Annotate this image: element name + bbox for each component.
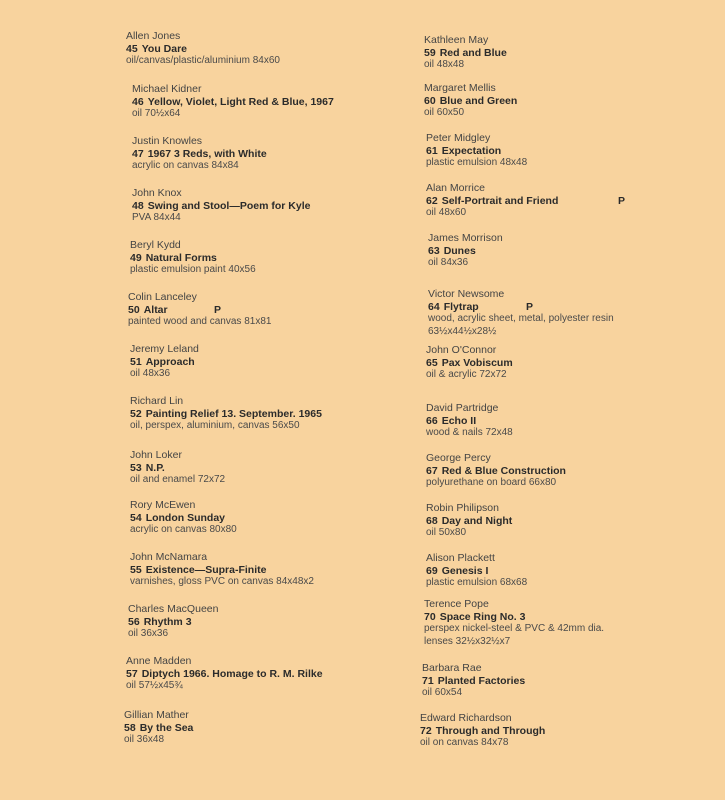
medium-dimensions: oil 60x50: [424, 107, 465, 118]
artist-name: Alison Plackett: [426, 552, 495, 564]
catalogue-number: 65: [426, 356, 438, 369]
work-title-line: [130, 512, 410, 525]
catalogue-entry: [426, 344, 716, 382]
work-title-line: [424, 47, 714, 60]
work-title-line: [130, 462, 410, 475]
work-title-line: [132, 200, 412, 213]
catalogue-number: 48: [132, 199, 144, 212]
catalogue-entry: [422, 662, 712, 700]
artist-name: Anne Madden: [126, 655, 192, 667]
medium-dimensions: polyurethane on board 66x80: [426, 477, 557, 488]
marker-p: P: [526, 300, 534, 313]
catalogue-number: 52: [130, 407, 142, 420]
medium-dimensions: oil 48x36: [130, 368, 171, 379]
catalogue-entry: [130, 343, 410, 381]
artist-name: Rory McEwen: [130, 499, 196, 511]
marker-p: P: [618, 194, 626, 207]
work-title: Dunes: [443, 244, 476, 257]
catalogue-number: 50: [128, 303, 140, 316]
catalogue-number: 69: [426, 564, 438, 577]
catalogue-number: 55: [130, 563, 142, 576]
catalogue-entry: [130, 551, 410, 589]
work-title-line: [426, 145, 716, 158]
artist-name: David Partridge: [426, 402, 499, 414]
medium-dimensions: oil, perspex, aluminium, canvas 56x50: [130, 420, 300, 431]
work-title-line: [426, 415, 716, 428]
work-title: Echo II: [441, 414, 477, 427]
medium-dimensions: oil 60x54: [422, 687, 463, 698]
medium-dimensions: oil 84x36: [428, 257, 469, 268]
catalogue-entry: [130, 239, 410, 277]
catalogue-entry: [424, 34, 714, 72]
artist-name: Robin Philipson: [426, 502, 499, 514]
work-title-line: [426, 195, 716, 208]
work-title-line: [424, 611, 714, 624]
work-title: Rhythm 3: [143, 615, 192, 628]
catalogue-entry: [426, 132, 716, 170]
work-title: Pax Vobiscum: [441, 356, 513, 369]
medium-dimensions: oil & acrylic 72x72: [426, 369, 507, 380]
work-title: Space Ring No. 3: [439, 610, 526, 623]
catalogue-number: 45: [126, 42, 138, 55]
work-title: Planted Factories: [437, 674, 526, 687]
medium-dimensions: acrylic on canvas 84x84: [132, 160, 239, 171]
catalogue-number: 62: [426, 194, 438, 207]
work-title-line: [130, 408, 410, 421]
catalogue-number: 64: [428, 300, 440, 313]
work-title: By the Sea: [139, 721, 194, 734]
artist-name: Edward Richardson: [420, 712, 512, 724]
artist-name: James Morrison: [428, 232, 503, 244]
catalogue-entry: [130, 449, 410, 487]
catalogue-entry: [128, 291, 408, 329]
catalogue-entry: [426, 182, 716, 220]
catalogue-entry: [428, 288, 718, 338]
medium-dimensions: PVA 84x44: [132, 212, 181, 223]
work-title: Approach: [145, 355, 195, 368]
artist-name: Victor Newsome: [428, 288, 505, 300]
catalogue-entry: [128, 603, 408, 641]
artist-name: Kathleen May: [424, 34, 489, 46]
catalogue-entry: [420, 712, 710, 750]
medium-dimensions-continued: lenses 32½x32½x7: [424, 635, 511, 647]
artist-name: Alan Morrice: [426, 182, 485, 194]
catalogue-number: 66: [426, 414, 438, 427]
catalogue-number: 57: [126, 667, 138, 680]
work-title: Flytrap: [443, 300, 479, 313]
work-title-line: [420, 725, 710, 738]
medium-dimensions: plastic emulsion 68x68: [426, 577, 528, 588]
work-title-line: [426, 515, 716, 528]
catalogue-entry: [426, 502, 716, 540]
medium-dimensions: oil 48x48: [424, 59, 465, 70]
work-title: N.P.: [145, 461, 165, 474]
work-title-line: [428, 245, 718, 258]
medium-dimensions: oil on canvas 84x78: [420, 737, 509, 748]
work-title-line: [124, 722, 404, 735]
artist-name: John Loker: [130, 449, 182, 461]
catalogue-entry: [132, 83, 412, 121]
medium-dimensions: wood & nails 72x48: [426, 427, 513, 438]
medium-dimensions: painted wood and canvas 81x81: [128, 316, 272, 327]
artist-name: Charles MacQueen: [128, 603, 219, 615]
catalogue-number: 53: [130, 461, 142, 474]
medium-dimensions: oil 48x60: [426, 207, 467, 218]
work-title-line: [132, 96, 412, 109]
catalogue-number: 63: [428, 244, 440, 257]
artist-name: Peter Midgley: [426, 132, 491, 144]
work-title: Red & Blue Construction: [441, 464, 566, 477]
work-title-line: [132, 148, 412, 161]
medium-dimensions: oil and enamel 72x72: [130, 474, 226, 485]
work-title-line: [426, 357, 716, 370]
work-title-line: [422, 675, 712, 688]
catalogue-entry: [126, 655, 406, 693]
work-title: Existence—Supra-Finite: [145, 563, 267, 576]
work-title: Self-Portrait and Friend: [441, 194, 559, 207]
work-title-line: [130, 356, 410, 369]
work-title-line: [128, 304, 408, 317]
work-title-line: [426, 565, 716, 578]
artist-name: Allen Jones: [126, 30, 181, 42]
work-title-line: [130, 252, 410, 265]
catalogue-entry: [426, 552, 716, 590]
work-title-line: [426, 465, 716, 478]
work-title: Through and Through: [435, 724, 546, 737]
medium-dimensions: oil 50x80: [426, 527, 467, 538]
artist-name: Justin Knowles: [132, 135, 203, 147]
artist-name: John Knox: [132, 187, 182, 199]
work-title: Swing and Stool—Poem for Kyle: [147, 199, 311, 212]
medium-dimensions: plastic emulsion paint 40x56: [130, 264, 256, 275]
artist-name: Margaret Mellis: [424, 82, 496, 94]
catalogue-entry: [424, 82, 714, 120]
medium-dimensions: plastic emulsion 48x48: [426, 157, 528, 168]
medium-dimensions: oil 36x48: [124, 734, 165, 745]
medium-dimensions: varnishes, gloss PVC on canvas 84x48x2: [130, 576, 314, 587]
artist-name: Michael Kidner: [132, 83, 202, 95]
work-title: Yellow, Violet, Light Red & Blue, 1967: [147, 95, 334, 108]
marker-p: P: [214, 303, 222, 316]
artist-name: Jeremy Leland: [130, 343, 199, 355]
work-title-line: [424, 95, 714, 108]
work-title: Blue and Green: [439, 94, 518, 107]
artist-name: Gillian Mather: [124, 709, 189, 721]
catalogue-number: 67: [426, 464, 438, 477]
work-title: 1967 3 Reds, with White: [147, 147, 267, 160]
medium-dimensions-continued: 63½x44½x28½: [428, 325, 497, 337]
work-title-line: [126, 668, 406, 681]
catalogue-entry: [130, 395, 410, 433]
catalogue-number: 70: [424, 610, 436, 623]
medium-dimensions: oil 57½x45¾: [126, 680, 183, 691]
catalogue-entry: [426, 452, 716, 490]
medium-dimensions: oil 36x36: [128, 628, 169, 639]
catalogue-number: 72: [420, 724, 432, 737]
medium-dimensions: oil 70½x64: [132, 108, 181, 119]
artist-name: John O'Connor: [426, 344, 497, 356]
catalogue-number: 61: [426, 144, 438, 157]
catalogue-number: 51: [130, 355, 142, 368]
catalogue-number: 46: [132, 95, 144, 108]
artist-name: John McNamara: [130, 551, 208, 563]
catalogue-number: 54: [130, 511, 142, 524]
work-title-line: [130, 564, 410, 577]
work-title: You Dare: [141, 42, 188, 55]
work-title: Natural Forms: [145, 251, 217, 264]
artist-name: George Percy: [426, 452, 491, 464]
work-title: Expectation: [441, 144, 502, 157]
work-title-line: [126, 43, 406, 56]
catalogue-entry: [126, 30, 406, 68]
catalogue-entry: [428, 232, 718, 270]
artist-name: Barbara Rae: [422, 662, 482, 674]
work-title: Diptych 1966. Homage to R. M. Rilke: [141, 667, 323, 680]
medium-dimensions: wood, acrylic sheet, metal, polyester resin: [428, 313, 614, 324]
catalogue-number: 71: [422, 674, 434, 687]
work-title: Painting Relief 13. September. 1965: [145, 407, 322, 420]
artist-name: Richard Lin: [130, 395, 184, 407]
catalogue-number: 59: [424, 46, 436, 59]
catalogue-entry: [424, 598, 714, 648]
work-title: Day and Night: [441, 514, 513, 527]
catalogue-number: 60: [424, 94, 436, 107]
catalogue-number: 56: [128, 615, 140, 628]
medium-dimensions: acrylic on canvas 80x80: [130, 524, 237, 535]
work-title: Genesis I: [441, 564, 489, 577]
catalogue-entry: [132, 135, 412, 173]
artist-name: Beryl Kydd: [130, 239, 181, 251]
catalogue-entry: [130, 499, 410, 537]
catalogue-number: 68: [426, 514, 438, 527]
work-title: Altar: [143, 303, 168, 316]
catalogue-number: 58: [124, 721, 136, 734]
catalogue-entry: [124, 709, 404, 747]
medium-dimensions: oil/canvas/plastic/aluminium 84x60: [126, 55, 280, 66]
work-title: Red and Blue: [439, 46, 507, 59]
catalogue-entry: [132, 187, 412, 225]
catalogue-number: 49: [130, 251, 142, 264]
catalogue-number: 47: [132, 147, 144, 160]
work-title-line: [128, 616, 408, 629]
artist-name: Terence Pope: [424, 598, 489, 610]
catalogue-entry: [426, 402, 716, 440]
medium-dimensions: perspex nickel-steel & PVC & 42mm dia.: [424, 623, 605, 634]
artist-name: Colin Lanceley: [128, 291, 197, 303]
work-title-line: [428, 301, 718, 314]
work-title: London Sunday: [145, 511, 226, 524]
